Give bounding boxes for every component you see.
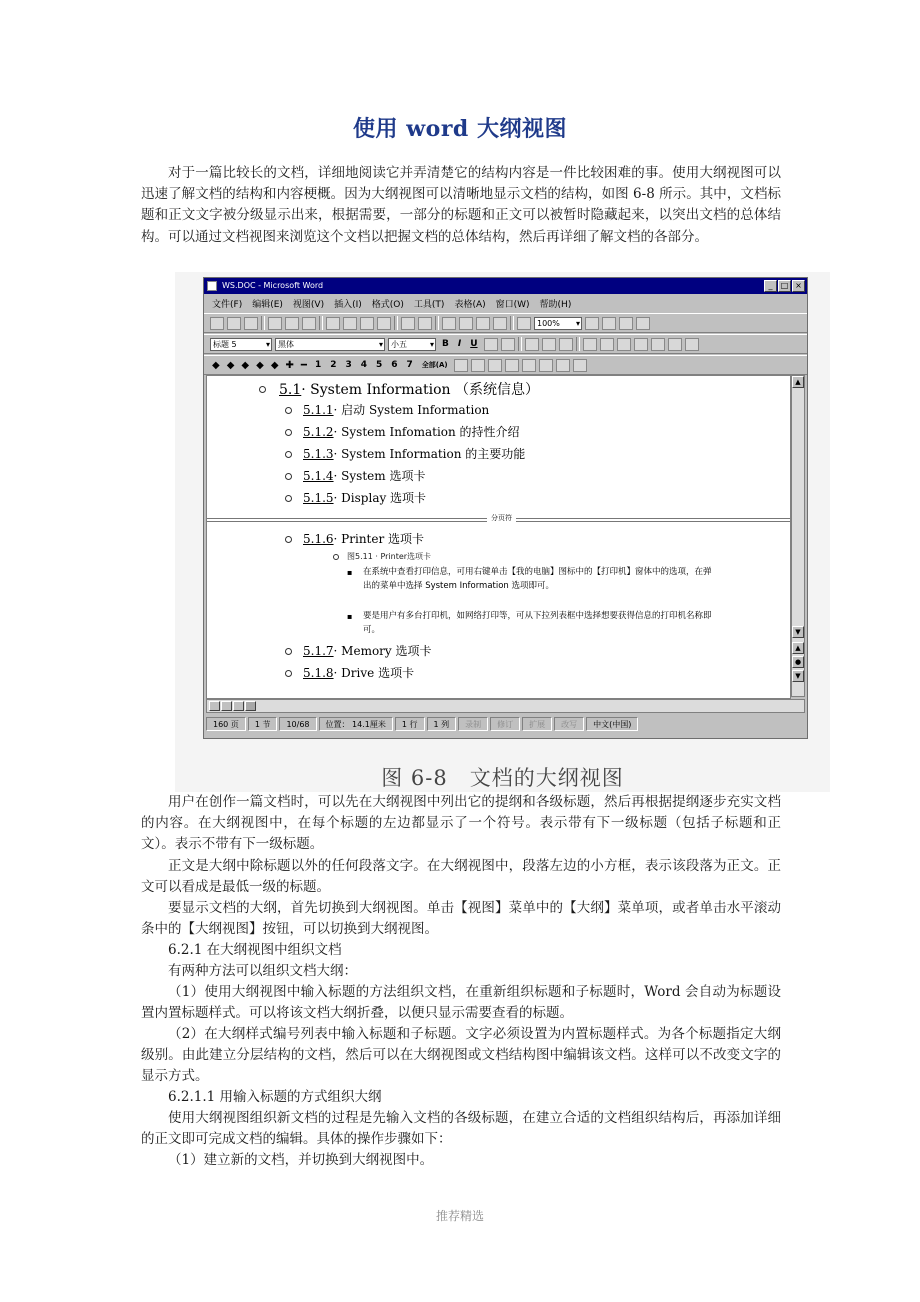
status-page-count: 10/68	[279, 717, 316, 731]
font-size-select[interactable]: 小五 ▾	[388, 338, 436, 351]
vertical-scrollbar[interactable]	[791, 375, 805, 697]
word-app-icon	[207, 281, 217, 291]
highlight-icon[interactable]	[651, 338, 665, 351]
scroll-up-icon[interactable]: ▲	[792, 376, 804, 388]
redo-icon[interactable]	[418, 317, 432, 330]
border-icon[interactable]	[484, 338, 498, 351]
method-2-paragraph: （2）在大纲样式编号列表中输入标题和子标题。文字必须设置为内置标题样式。为各个标题指定大纲级别。由此建立分层结构的文档，然后可以在大纲视图或文档结构图中编辑该文档。这样可以不改变文字的显示方式。	[141, 1026, 781, 1085]
menu-window[interactable]: 窗口(W)	[495, 300, 530, 310]
outline-figure-caption: 图5.11 · Printer选项卡	[347, 552, 432, 561]
numbering-icon[interactable]	[583, 338, 597, 351]
align-center-icon[interactable]	[542, 338, 556, 351]
outline-body-text: 要是用户有多台打印机，如网络打印等，可从下拉列表框中选择想要获得信息的打印机名称即可。	[363, 611, 712, 635]
outline-item: 5.1.7· Memory 选项卡	[303, 644, 432, 658]
print-preview-icon[interactable]	[285, 317, 299, 330]
subdoc-icon-4[interactable]	[556, 359, 570, 372]
status-ovr[interactable]: 改写	[554, 717, 584, 731]
status-language: 中文(中国)	[586, 717, 638, 731]
status-column: 1 列	[427, 717, 457, 731]
promote-icon[interactable]: ◆	[212, 359, 220, 371]
menu-tools[interactable]: 工具(T)	[413, 300, 445, 310]
table-icon[interactable]	[442, 317, 456, 330]
show-all-button[interactable]: 全部(A)	[421, 361, 448, 369]
web-view-icon[interactable]	[221, 701, 232, 711]
body-paragraph-1: 用户在创作一篇文档时，可以先在大纲视图中列出它的提纲和各级标题，然后再根据提纲逐步充实文档的内容。在大纲视图中，在每个标题的左边都显示了一个符号。表示带有下一级标题（包括子标题和正文）。表示不带有下一级标题。	[141, 794, 781, 853]
outline-item: 5.1.8· Drive 选项卡	[303, 666, 415, 680]
zoom-select[interactable]: 100% ▾	[534, 317, 582, 330]
status-rec[interactable]: 录制	[458, 717, 488, 731]
minimize-icon[interactable]: _	[764, 280, 777, 292]
outline-symbol-icon[interactable]	[285, 473, 292, 480]
close-icon[interactable]: ×	[792, 280, 805, 292]
show-level-1[interactable]: 1	[314, 360, 322, 370]
step-1-line: （1）建立新的文档，并切换到大纲视图中。	[168, 1152, 434, 1168]
method-1-paragraph: （1）使用大纲视图中输入标题的方法组织文档，在重新组织标题和子标题时，Word 会自动为标题设置内置标题样式。可以将该文档大纲折叠，以便只显示需要查看的标题。	[141, 984, 781, 1022]
normal-view-icon[interactable]	[209, 701, 220, 711]
outline-subsymbol-icon[interactable]	[333, 554, 339, 560]
next-page-icon[interactable]: ▼	[792, 670, 804, 682]
toolbar-extra-icon-2[interactable]	[619, 317, 633, 330]
outline-symbol-icon[interactable]	[285, 407, 292, 414]
status-line: 1 行	[395, 717, 425, 731]
window-title: WS.DOC - Microsoft Word	[222, 281, 324, 290]
scroll-down-icon[interactable]: ▼	[792, 626, 804, 638]
outline-view-icon[interactable]	[245, 701, 256, 711]
section-heading-6-2-1: 6.2.1 在大纲视图中组织文档	[168, 942, 342, 958]
open-icon[interactable]	[227, 317, 241, 330]
figure-outline-view	[175, 272, 830, 792]
master-doc-icon[interactable]	[488, 359, 502, 372]
outline-item: 5.1.6· Printer 选项卡	[303, 532, 425, 546]
status-bar	[206, 716, 805, 732]
print-icon[interactable]	[268, 317, 282, 330]
section-6-2-1-1-paragraph: 使用大纲视图组织新文档的过程是先输入文档的各级标题，在建立合适的文档组织结构后，再添加详细的正文即可完成文档的编辑。具体的操作步骤如下：	[141, 1110, 781, 1148]
prev-page-icon[interactable]: ▲	[792, 642, 804, 654]
bullet-icon: ▪	[347, 612, 353, 621]
status-pages: 160 页	[206, 717, 246, 731]
page-break-label: 分页符	[487, 513, 516, 523]
expand-icon[interactable]: ✚	[285, 359, 294, 371]
bold-button[interactable]: B	[442, 339, 449, 349]
help-icon[interactable]	[585, 317, 599, 330]
outline-document-area[interactable]	[206, 375, 791, 699]
show-level-3[interactable]: 3	[345, 360, 352, 370]
toolbar-extra-icon-1[interactable]	[602, 317, 616, 330]
show-level-7[interactable]: 7	[406, 360, 413, 370]
copy-icon[interactable]	[343, 317, 357, 330]
outline-item: 5.1.5· Display 选项卡	[303, 491, 427, 505]
paste-icon[interactable]	[360, 317, 374, 330]
cut-icon[interactable]	[326, 317, 340, 330]
font-color-icon[interactable]	[668, 338, 682, 351]
show-level-4[interactable]: 4	[360, 360, 367, 370]
show-level-5[interactable]: 5	[376, 360, 383, 370]
body-paragraph-3: 要显示文档的大纲，首先切换到大纲视图。单击【视图】菜单中的【大纲】菜单项，或者单击水平滚动条中的【大纲视图】按钮，可以切换到大纲视图。	[141, 900, 781, 938]
bullets-icon[interactable]	[600, 338, 614, 351]
increase-indent-icon[interactable]	[634, 338, 648, 351]
collapse-icon[interactable]: ━	[300, 359, 307, 371]
font-select[interactable]: 黑体 ▾	[275, 338, 385, 351]
figure-caption: 图 6-8 文档的大纲视图	[381, 766, 624, 790]
undo-icon[interactable]	[401, 317, 415, 330]
columns-icon[interactable]	[476, 317, 490, 330]
formatting-toolbar	[204, 334, 807, 354]
menu-file[interactable]: 文件(F)	[212, 300, 243, 310]
standard-toolbar	[204, 313, 807, 333]
outline-item: 5.1.2· System Infomation 的持性介绍	[303, 425, 520, 439]
toolbar-extra-icon-3[interactable]	[636, 317, 650, 330]
save-icon[interactable]	[244, 317, 258, 330]
char-shading-icon[interactable]	[501, 338, 515, 351]
status-position: 位置： 14.1厘米	[319, 717, 393, 731]
align-left-icon[interactable]	[525, 338, 539, 351]
italic-button[interactable]: I	[457, 339, 462, 349]
outline-heading-1: 5.1· System Information （系统信息）	[279, 382, 539, 398]
menu-table[interactable]: 表格(A)	[454, 300, 486, 310]
outline-symbol-icon[interactable]	[285, 536, 292, 543]
menu-bar	[204, 295, 807, 312]
show-hide-icon[interactable]	[517, 317, 531, 330]
select-browse-icon[interactable]: ●	[792, 656, 804, 668]
subdoc-icon-3[interactable]	[539, 359, 553, 372]
outlining-toolbar	[204, 355, 807, 375]
subdoc-icon-1[interactable]	[505, 359, 519, 372]
status-trk[interactable]: 修订	[490, 717, 520, 731]
outline-symbol-icon[interactable]	[285, 495, 292, 502]
window-titlebar	[204, 278, 807, 294]
first-line-only-icon[interactable]	[454, 359, 468, 372]
outline-item: 5.1.1· 启动 System Information	[303, 403, 490, 417]
status-ext[interactable]: 扩展	[522, 717, 552, 731]
outline-body-text: 在系统中查看打印信息，可用右键单击【我的电脑】图标中的【打印机】窗体中的选项，在弹出的菜单中选择 System Information 选项即可。	[363, 567, 712, 591]
menu-edit[interactable]: 编辑(E)	[252, 300, 283, 310]
outline-symbol-icon[interactable]	[285, 670, 292, 677]
menu-help[interactable]: 帮助(H)	[539, 300, 572, 310]
page-view-icon[interactable]	[233, 701, 244, 711]
page-break-marker	[207, 513, 790, 525]
horizontal-scrollbar[interactable]	[206, 699, 805, 713]
outline-symbol-icon[interactable]	[285, 648, 292, 655]
two-methods-line: 有两种方法可以组织文档大纲：	[168, 963, 357, 979]
word-window-screenshot	[203, 277, 808, 739]
page-title: 使用 word 大纲视图	[353, 116, 567, 142]
decrease-indent-icon[interactable]	[617, 338, 631, 351]
intro-paragraph: 对于一篇比较长的文档，详细地阅读它并弄清楚它的结构内容是一件比较困难的事。使用大纲视图可以迅速了解文档的结构和内容梗概。因为大纲视图可以清晰地显示文档的结构，如图 6-8 所示。其中，文档标题和正文文字被分级显示出来，根据需要，一部分的标题和正文可以被暂时隐藏起来，以突出文档的总体结构。可以通过文档视图来浏览这个文档以把握文档的总体结构，然后再详细了解文档的各部分。	[141, 165, 781, 245]
outline-symbol-icon[interactable]	[285, 429, 292, 436]
status-section: 1 节	[248, 717, 278, 731]
body-paragraph-2: 正文是大纲中除标题以外的任何段落文字。在大纲视图中，段落左边的小方框，表示该段落为正文。正文可以看成是最低一级的标题。	[141, 858, 781, 896]
outline-expand-symbol-icon[interactable]	[259, 386, 266, 393]
excel-icon[interactable]	[459, 317, 473, 330]
menu-format[interactable]: 格式(O)	[371, 300, 404, 310]
show-formatting-icon[interactable]	[471, 359, 485, 372]
show-level-6[interactable]: 6	[391, 360, 398, 370]
show-level-2[interactable]: 2	[330, 360, 337, 370]
menu-view[interactable]: 视图(V)	[292, 300, 325, 310]
outline-item: 5.1.3· System Information 的主要功能	[303, 447, 526, 461]
toolbar-extra-icon-4[interactable]	[685, 338, 699, 351]
outline-symbol-icon[interactable]	[285, 451, 292, 458]
move-up-icon[interactable]: ◆	[256, 359, 264, 371]
format-painter-icon[interactable]	[377, 317, 391, 330]
style-select[interactable]: 标题 5 ▾	[210, 338, 272, 351]
spelling-icon[interactable]	[302, 317, 316, 330]
subdoc-icon-5[interactable]	[573, 359, 587, 372]
demote-to-body-icon[interactable]: ◆	[241, 359, 250, 371]
section-heading-6-2-1-1: 6.2.1.1 用输入标题的方式组织大纲	[168, 1089, 382, 1105]
demote-icon[interactable]: ◆	[226, 359, 235, 371]
bullet-icon: ▪	[347, 568, 353, 577]
maximize-icon[interactable]: □	[778, 280, 791, 292]
outline-item: 5.1.4· System 选项卡	[303, 469, 426, 483]
menu-insert[interactable]: 插入(I)	[334, 300, 362, 310]
move-down-icon[interactable]: ◆	[270, 359, 279, 371]
subdoc-icon-2[interactable]	[522, 359, 536, 372]
underline-button[interactable]: U	[470, 339, 478, 349]
page-footer: 推荐精选	[435, 1209, 484, 1223]
drawing-icon[interactable]	[493, 317, 507, 330]
new-icon[interactable]	[210, 317, 224, 330]
align-right-icon[interactable]	[559, 338, 573, 351]
